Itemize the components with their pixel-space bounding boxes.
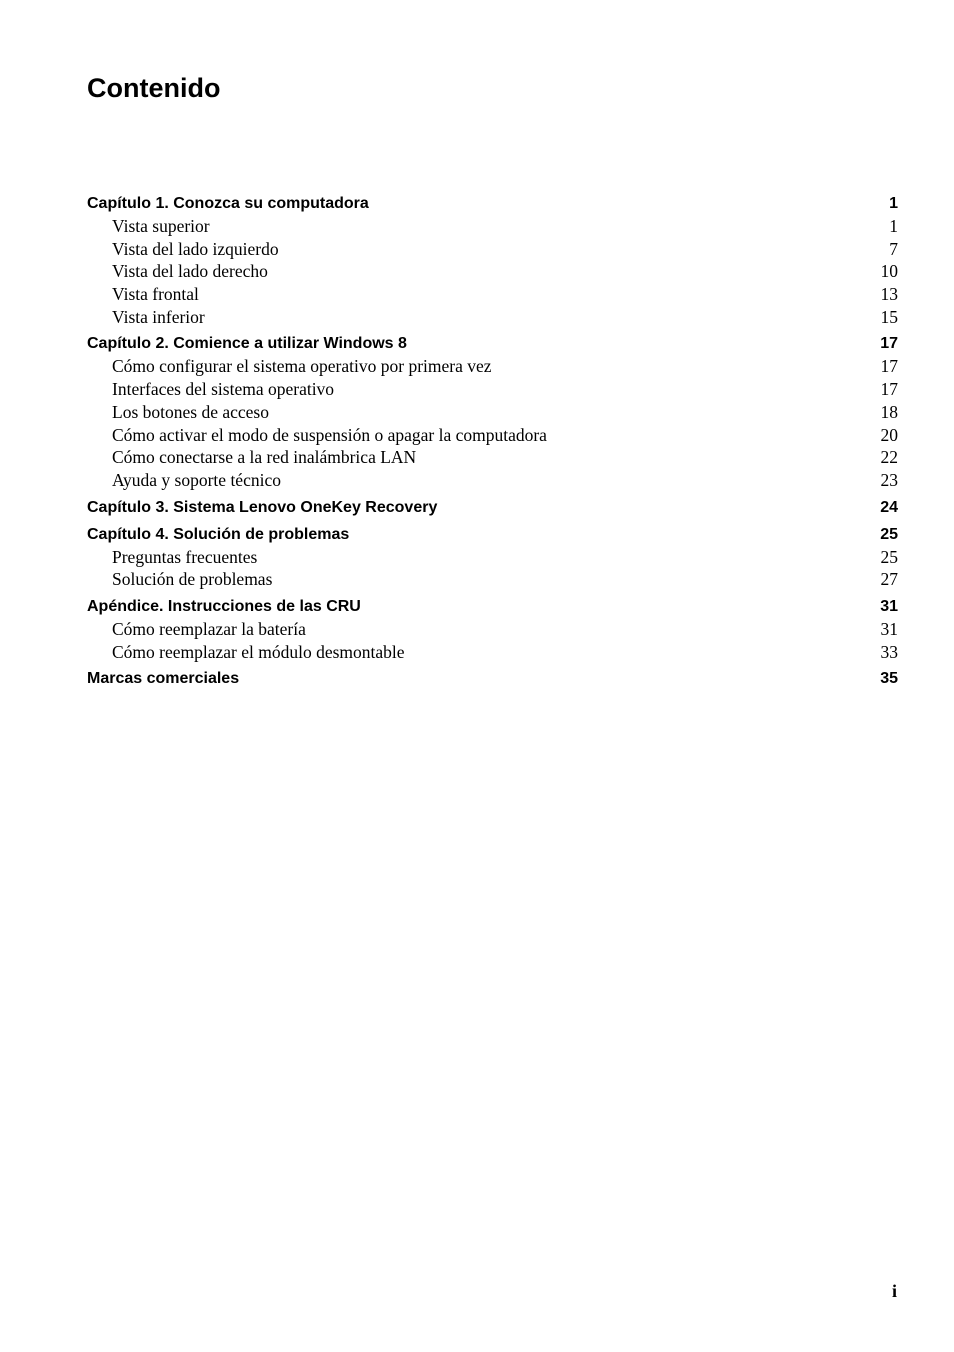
toc-section-entry[interactable] (87, 306, 898, 329)
toc-entry-page-number: 1 (889, 195, 898, 212)
toc-chapter-entry[interactable] (87, 524, 898, 546)
toc-section-entry[interactable] (87, 641, 898, 664)
toc-entry-label: Marcas comerciales (87, 670, 240, 688)
toc-entry-label: Vista del lado derecho (112, 261, 268, 282)
toc-section-entry[interactable] (87, 238, 898, 261)
toc-entry-label: Cómo conectarse a la red inalámbrica LAN (112, 447, 417, 468)
toc-entry-page-number: 31 (880, 597, 898, 615)
toc-entry-label: Apéndice. Instrucciones de las CRU (87, 597, 361, 615)
toc-entry-page-number: 31 (880, 618, 898, 639)
toc-entry-page-number: 25 (880, 546, 898, 567)
toc-entry-page-number: 1 (889, 216, 898, 236)
toc-entry-label: Capítulo 2. Comience a utilizar Windows 8 (87, 335, 407, 353)
toc-chapter-entry[interactable] (87, 333, 898, 355)
page-number: i (891, 1281, 897, 1301)
toc-entry-page-number: 33 (880, 641, 898, 662)
toc-section-entry[interactable] (87, 283, 898, 306)
toc-entry-page-number: 10 (880, 261, 898, 282)
toc-chapter-entry[interactable] (87, 668, 898, 690)
toc-entry-label: Solución de problemas (112, 569, 273, 590)
toc-entry-label: Capítulo 4. Solución de problemas (87, 525, 350, 543)
toc-section-entry[interactable] (87, 215, 898, 238)
toc-entry-label: Vista frontal (112, 284, 199, 305)
toc-entry-label: Los botones de acceso (112, 401, 269, 422)
toc-entry-page-number: 25 (880, 525, 898, 543)
toc-entry-page-number: 20 (880, 424, 898, 445)
toc-entry-page-number: 15 (880, 306, 898, 327)
page-title: Contenido (87, 73, 221, 103)
toc-entry-label: Interfaces del sistema operativo (112, 379, 335, 400)
toc-chapter-entry[interactable] (87, 497, 898, 519)
toc-section-entry[interactable] (87, 618, 898, 641)
toc-entry-label: Vista superior (112, 216, 210, 236)
table-of-contents (87, 193, 898, 690)
toc-entry-label: Preguntas frecuentes (112, 546, 258, 567)
toc-entry-page-number: 13 (880, 284, 898, 305)
toc-entry-label: Vista del lado izquierdo (112, 238, 279, 259)
toc-section-entry[interactable] (87, 378, 898, 401)
toc-entry-label: Cómo activar el modo de suspensión o apagar la computadora (112, 424, 547, 445)
toc-section-entry[interactable] (87, 355, 898, 378)
toc-chapter-entry[interactable] (87, 596, 898, 618)
toc-entry-label: Cómo reemplazar el módulo desmontable (112, 641, 405, 662)
toc-section-entry[interactable] (87, 446, 898, 469)
toc-entry-page-number: 22 (880, 447, 898, 468)
toc-entry-page-number: 23 (880, 469, 898, 490)
toc-section-entry[interactable] (87, 401, 898, 424)
toc-section-entry[interactable] (87, 546, 898, 569)
toc-entry-page-number: 7 (889, 238, 898, 259)
toc-section-entry[interactable] (87, 568, 898, 591)
toc-chapter-entry[interactable] (87, 193, 898, 215)
toc-entry-label: Capítulo 3. Sistema Lenovo OneKey Recovery (87, 498, 438, 516)
toc-entry-label: Cómo configurar el sistema operativo por primera vez (112, 356, 492, 377)
toc-entry-page-number: 17 (880, 335, 898, 353)
toc-section-entry[interactable] (87, 260, 898, 283)
toc-entry-label: Capítulo 1. Conozca su computadora (87, 195, 369, 212)
toc-section-entry[interactable] (87, 424, 898, 447)
toc-entry-page-number: 17 (880, 356, 898, 377)
toc-entry-label: Ayuda y soporte técnico (112, 469, 281, 490)
toc-entry-page-number: 27 (880, 569, 898, 590)
toc-entry-page-number: 17 (880, 379, 898, 400)
toc-entry-label: Vista inferior (112, 306, 205, 327)
toc-entry-page-number: 24 (880, 498, 898, 516)
toc-entry-page-number: 18 (880, 401, 898, 422)
toc-entry-page-number: 35 (880, 670, 898, 688)
toc-entry-label: Cómo reemplazar la batería (112, 618, 306, 639)
toc-section-entry[interactable] (87, 469, 898, 492)
